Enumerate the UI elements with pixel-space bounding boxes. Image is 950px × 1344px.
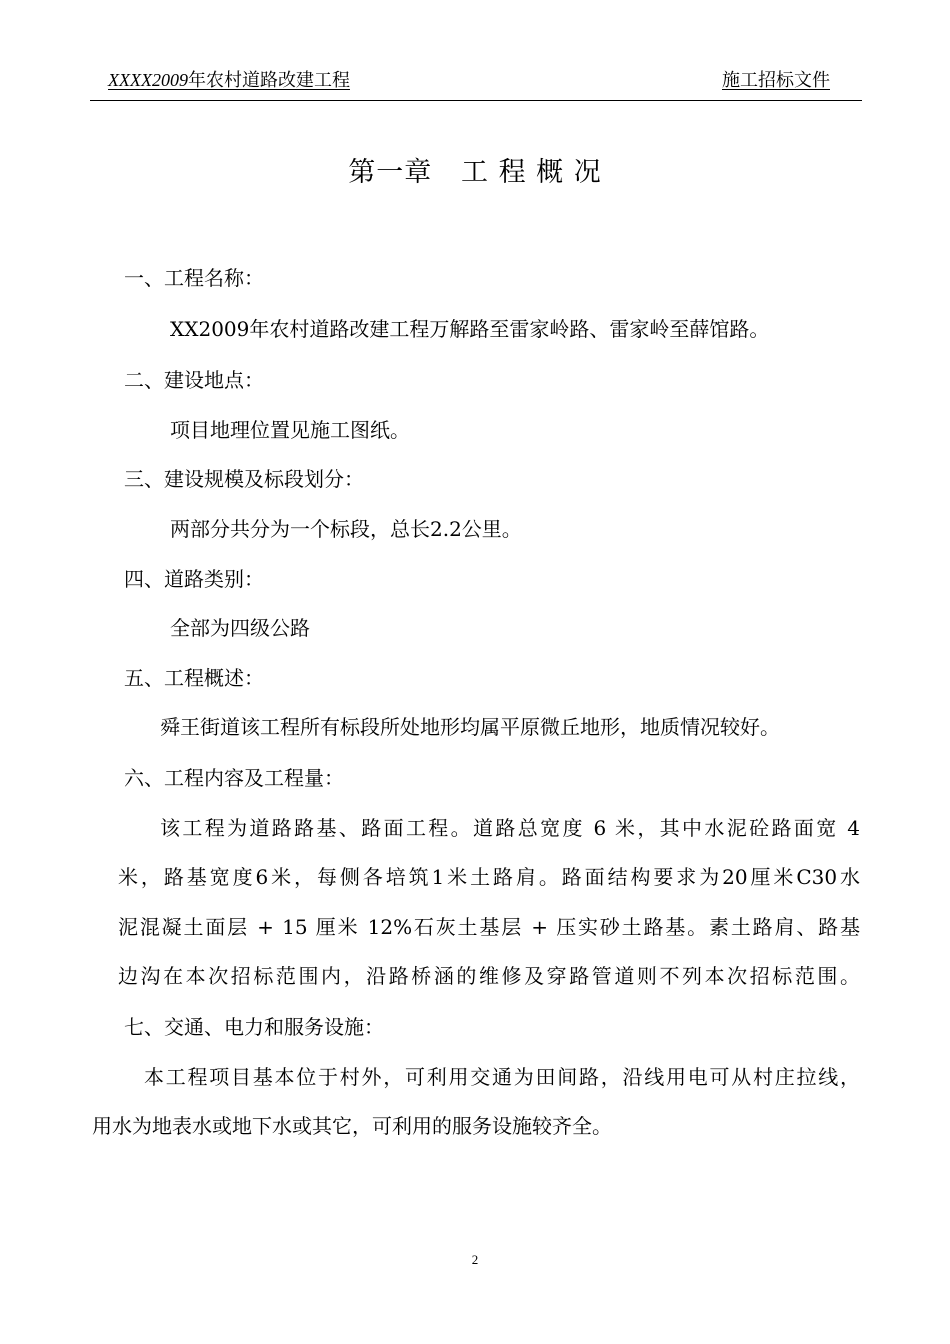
section-1-heading: 一、工程名称： — [124, 266, 264, 290]
section-7-line: 本工程项目基本位于村外，可利用交通为田间路，沿线用电可从村庄拉线， — [144, 1065, 860, 1089]
header-project-name: 年农村道路改建工程 — [187, 70, 350, 91]
section-6-line: 米，路基宽度6米，每侧各培筑1米土路肩。路面结构要求为20厘米C30水 — [118, 865, 860, 889]
section-3-heading: 三、建设规模及标段划分： — [124, 467, 364, 491]
section-2-body: 项目地理位置见施工图纸。 — [170, 418, 410, 442]
header-project-code: XXXX2009 — [108, 70, 188, 90]
header-document-type: 施工招标文件 — [722, 70, 830, 91]
section-5-body: 舜王街道该工程所有标段所处地形均属平原微丘地形，地质情况较好。 — [160, 715, 780, 739]
section-7-line: 用水为地表水或地下水或其它，可利用的服务设施较齐全。 — [92, 1114, 612, 1138]
section-2-heading: 二、建设地点： — [124, 368, 264, 392]
chapter-title: 第一章 工 程 概 况 — [348, 157, 602, 188]
section-4-heading: 四、道路类别： — [124, 567, 264, 591]
section-6-line: 边沟在本次招标范围内，沿路桥涵的维修及穿路管道则不列本次招标范围。 — [118, 964, 860, 988]
section-6-line: 泥混凝土面层 + 15 厘米 12%石灰土基层 + 压实砂土路基。素土路肩、路基 — [118, 915, 860, 939]
page-number: 2 — [471, 1252, 479, 1267]
section-6-heading: 六、工程内容及工程量： — [124, 766, 344, 790]
section-1-body: XX2009年农村道路改建工程万解路至雷家岭路、雷家岭至薛馆路。 — [170, 317, 770, 341]
section-5-heading: 五、工程概述： — [124, 666, 264, 690]
header-project-title — [108, 66, 350, 92]
section-3-body: 两部分共分为一个标段，总长2.2公里。 — [170, 517, 522, 541]
section-4-body: 全部为四级公路 — [170, 616, 310, 640]
section-7-heading: 七、交通、电力和服务设施： — [124, 1015, 384, 1039]
header-rule — [90, 100, 862, 101]
section-6-line: 该工程为道路路基、路面工程。道路总宽度 6 米，其中水泥砼路面宽 4 — [160, 816, 860, 840]
